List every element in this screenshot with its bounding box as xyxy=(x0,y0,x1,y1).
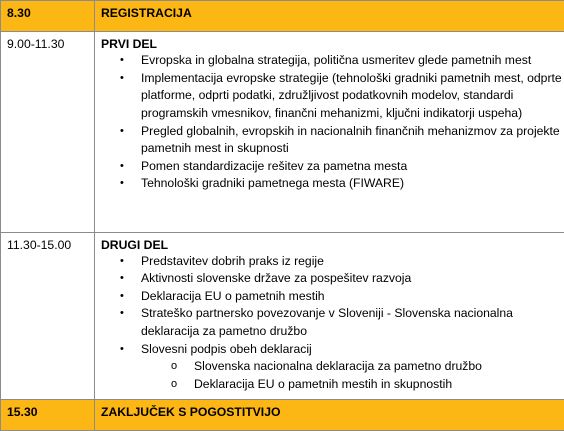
session-content xyxy=(95,232,564,399)
time-cell: 9.00-11.30 xyxy=(1,32,95,232)
list-item: • Evropska in globalna strategija, politična usmeritev glede pametnih mest xyxy=(101,52,564,70)
session-title: DRUGI DEL xyxy=(101,237,169,252)
circle-bullet-icon: o xyxy=(171,360,178,373)
session-title: ZAKLJUČEK S POGOSTITVIJO xyxy=(95,399,564,430)
bullet-icon: • xyxy=(120,71,124,84)
list-item: • Deklaracija EU o pametnih mestih xyxy=(101,288,564,306)
list-item: • Predstavitev dobrih praks iz regije xyxy=(101,253,564,271)
agenda-row-part-one xyxy=(1,32,564,232)
bullet-icon: • xyxy=(120,272,124,285)
session-content xyxy=(95,32,564,232)
bullet-icon: • xyxy=(120,124,124,137)
sub-list-item: o Deklaracija EU o pametnih mestih in skupnostih xyxy=(141,376,564,394)
list-item: • Pomen standardizacije rešitev za pametna mesta xyxy=(101,158,564,176)
bullet-icon: • xyxy=(120,159,124,172)
agenda-row-closing xyxy=(1,399,564,430)
agenda-row-part-two xyxy=(1,232,564,399)
time-cell: 11.30-15.00 xyxy=(1,232,95,399)
list-item: • Slovesni podpis obeh deklaracij o Slovenska nacionalna deklaracija za pametno družbo o Deklaracija EU o pametnih mestih in skupnostih xyxy=(101,341,564,394)
bullet-icon: • xyxy=(120,289,124,302)
list-item: • Aktivnosti slovenske države za pospešitev razvoja xyxy=(101,270,564,288)
list-item: • Pregled globalnih, evropskih in nacionalnih finančnih mehanizmov za projekte pametnih mest in skupnosti xyxy=(120,123,560,156)
bullet-icon: • xyxy=(120,54,124,67)
session-title: REGISTRACIJA xyxy=(95,1,564,32)
list-item: • Tehnološki gradniki pametnega mesta (FIWARE) xyxy=(101,175,564,193)
subtopic-list xyxy=(141,358,564,393)
list-item: • Strateško partnersko povezovanje v Sloveniji - Slovenska nacionalna deklaracija za pametno družbo xyxy=(120,306,513,338)
topic-list xyxy=(101,253,564,394)
bullet-icon: • xyxy=(120,177,124,190)
time-cell: 8.30 xyxy=(1,1,95,32)
sub-list-item: o Slovenska nacionalna deklaracija za pametno družbo xyxy=(141,358,564,376)
circle-bullet-icon: o xyxy=(171,377,178,390)
bullet-icon: • xyxy=(120,254,124,267)
bullet-icon: • xyxy=(120,342,124,355)
session-title: PRVI DEL xyxy=(101,37,157,52)
topic-list xyxy=(101,52,564,193)
bullet-icon: • xyxy=(120,307,124,320)
time-cell: 15.30 xyxy=(1,399,95,430)
list-item: • Implementacija evropske strategije (tehnološki gradniki pametnih mest, odprte platforme, odprti podatki, združljivost podatkovnih modelov, standardi programskih vmesnikov, finančni mehanizmi, ključni indikatorji uspeha) xyxy=(120,70,562,120)
agenda-row-registration xyxy=(1,1,564,32)
